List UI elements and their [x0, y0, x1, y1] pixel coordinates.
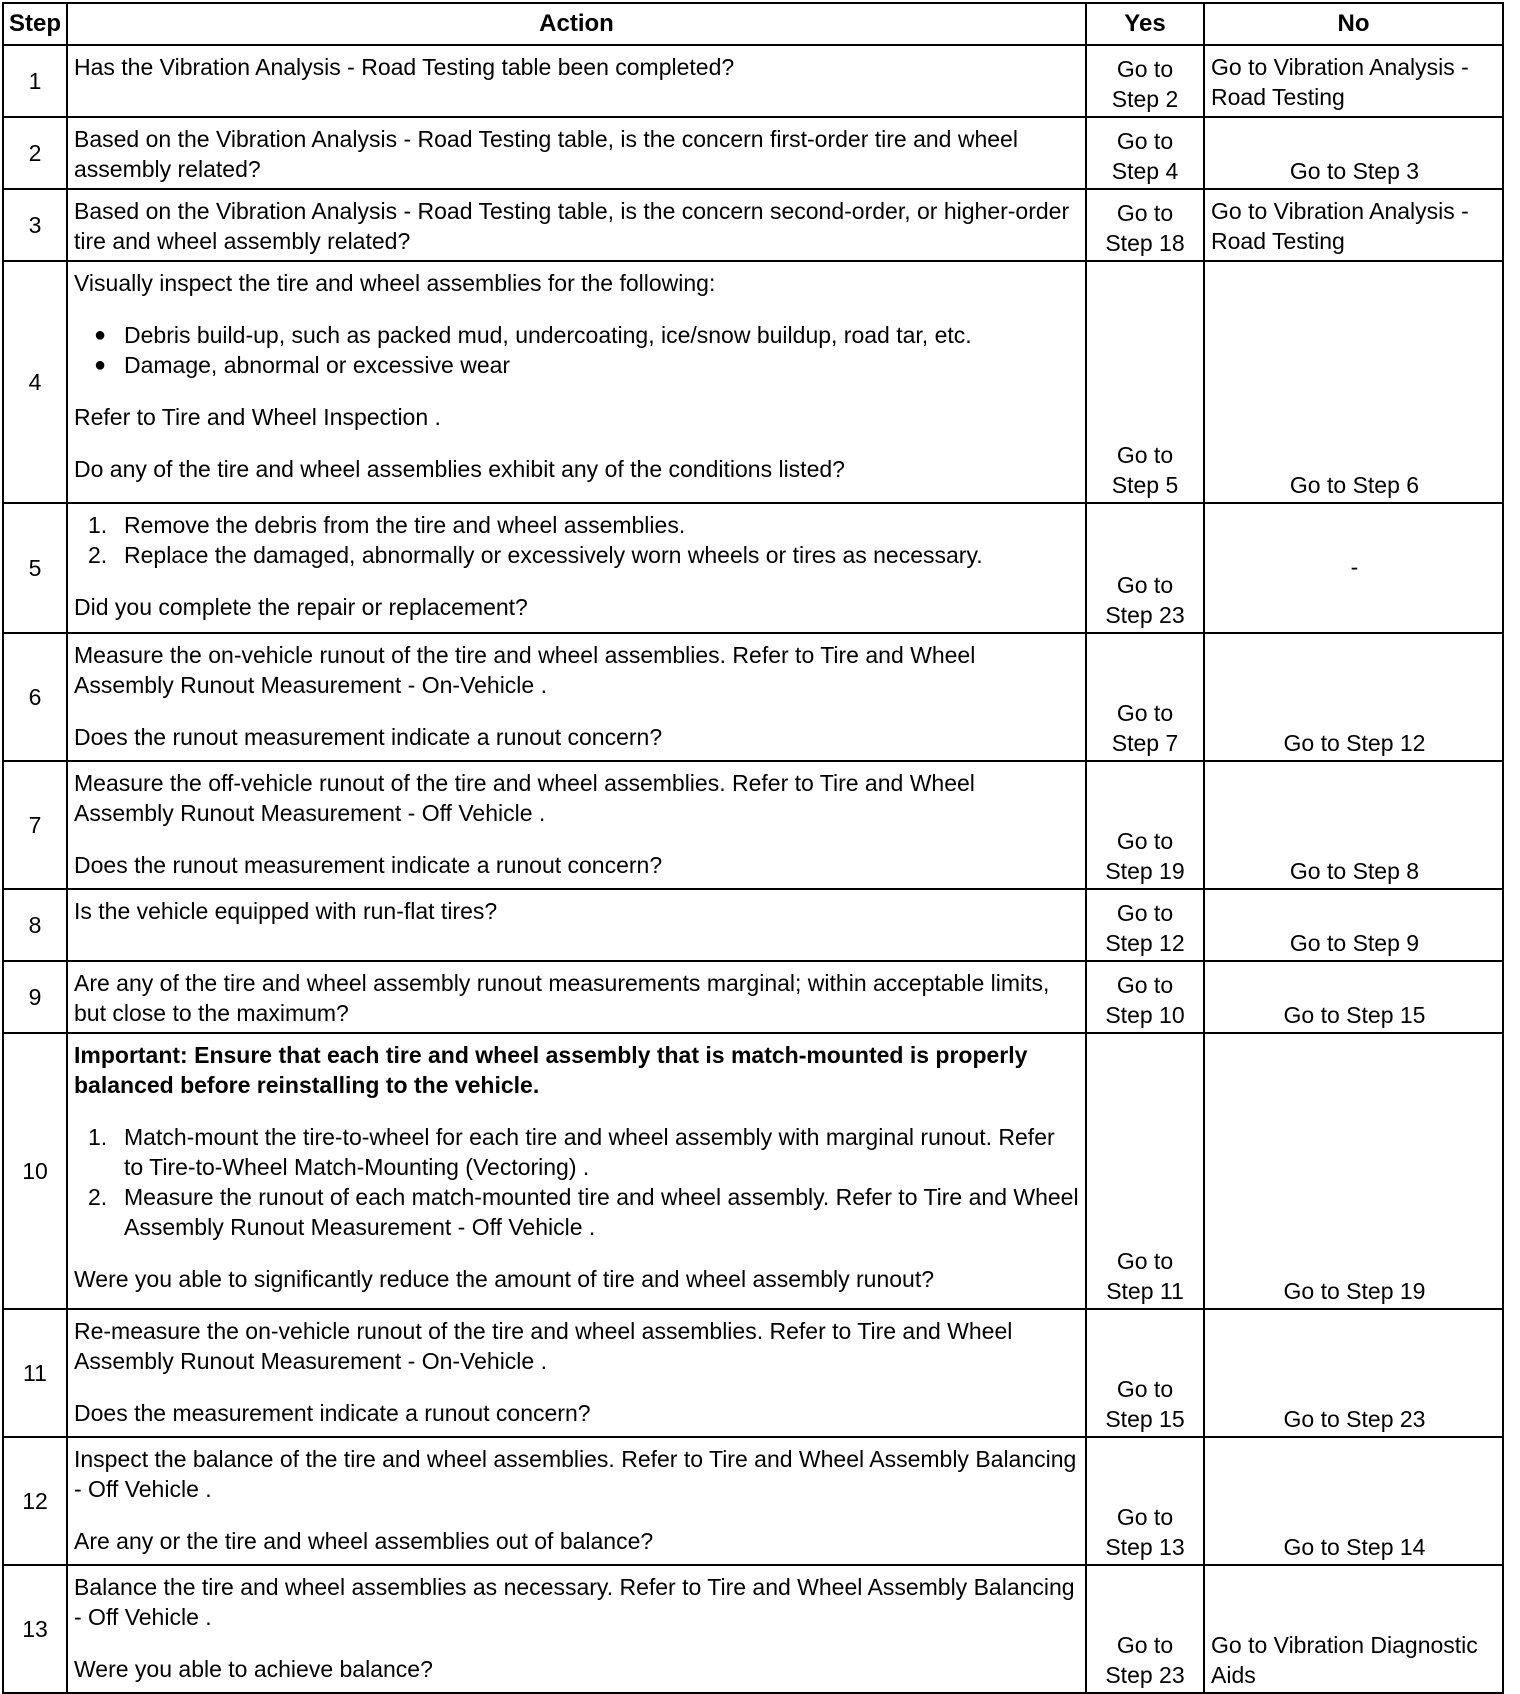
step-number: 11: [3, 1309, 67, 1437]
no-link[interactable]: Go to Vibration Diagnostic Aids: [1204, 1565, 1503, 1693]
yes-link[interactable]: Go to Step 12: [1086, 889, 1204, 961]
step-number: 9: [3, 961, 67, 1033]
table-row: [3, 1309, 1503, 1437]
action-cell: [67, 633, 1086, 761]
table-row: [3, 189, 1503, 261]
step-number: 7: [3, 761, 67, 889]
table-row: [3, 761, 1503, 889]
action-intro: Measure the off-vehicle runout of the tire and wheel assemblies. Refer to Tire and Wheel Assembly Runout Measurement - Off Vehicle .: [74, 770, 975, 826]
no-link[interactable]: Go to Vibration Analysis - Road Testing: [1204, 189, 1503, 261]
action-cell: [67, 761, 1086, 889]
action-text: Based on the Vibration Analysis - Road Testing table, is the concern first-order tire and wheel assembly related?: [67, 117, 1086, 189]
step-number: 13: [3, 1565, 67, 1693]
yes-link[interactable]: Go to Step 11: [1086, 1033, 1204, 1309]
step-number: 5: [3, 503, 67, 633]
table-row: [3, 889, 1503, 961]
table-row: [3, 45, 1503, 117]
step-number: 12: [3, 1437, 67, 1565]
important-note: Important: Ensure that each tire and wheel assembly that is match-mounted is properly balanced before reinstalling to the vehicle.: [74, 1042, 1028, 1098]
yes-link[interactable]: Go to Step 2: [1086, 45, 1204, 117]
no-link[interactable]: Go to Vibration Analysis - Road Testing: [1204, 45, 1503, 117]
step-number: 3: [3, 189, 67, 261]
table-row: [3, 1033, 1503, 1309]
header-row: [3, 3, 1503, 45]
action-cell: [67, 1565, 1086, 1693]
action-cell: [67, 1437, 1086, 1565]
action-question: Does the runout measurement indicate a runout concern?: [74, 724, 663, 750]
action-cell: [67, 261, 1086, 503]
no-link[interactable]: Go to Step 23: [1204, 1309, 1503, 1437]
header-step: Step: [3, 3, 67, 45]
action-question: Were you able to significantly reduce the amount of tire and wheel assembly runout?: [74, 1266, 935, 1292]
header-yes: Yes: [1086, 3, 1204, 45]
yes-link[interactable]: Go to Step 7: [1086, 633, 1204, 761]
step-number: 4: [3, 261, 67, 503]
action-intro: Measure the on-vehicle runout of the tire and wheel assemblies. Refer to Tire and Wheel Assembly Runout Measurement - On-Vehicle .: [74, 642, 976, 698]
yes-link[interactable]: Go to Step 4: [1086, 117, 1204, 189]
action-intro: Balance the tire and wheel assemblies as necessary. Refer to Tire and Wheel Assembly Balancing - Off Vehicle .: [74, 1574, 1075, 1630]
list-item: 1. Remove the debris from the tire and wheel assemblies.: [88, 512, 686, 538]
list-item: ● Debris build-up, such as packed mud, undercoating, ice/snow buildup, road tar, etc.: [94, 320, 1079, 350]
yes-link[interactable]: Go to Step 10: [1086, 961, 1204, 1033]
yes-link[interactable]: Go to Step 23: [1086, 1565, 1204, 1693]
no-value: -: [1204, 503, 1503, 633]
table-row: [3, 1565, 1503, 1693]
no-link[interactable]: Go to Step 8: [1204, 761, 1503, 889]
yes-link[interactable]: Go to Step 19: [1086, 761, 1204, 889]
action-question: Did you complete the repair or replacement?: [74, 594, 528, 620]
action-question: Do any of the tire and wheel assemblies exhibit any of the conditions listed?: [74, 456, 845, 482]
header-action: Action: [67, 3, 1086, 45]
no-link[interactable]: Go to Step 3: [1204, 117, 1503, 189]
no-link[interactable]: Go to Step 6: [1204, 261, 1503, 503]
action-intro: Inspect the balance of the tire and wheel assemblies. Refer to Tire and Wheel Assembly Balancing - Off Vehicle .: [74, 1446, 1077, 1502]
table-row: [3, 633, 1503, 761]
action-text: Based on the Vibration Analysis - Road Testing table, is the concern second-order, or higher-order tire and wheel assembly related?: [67, 189, 1086, 261]
action-question: Are any or the tire and wheel assemblies out of balance?: [74, 1528, 654, 1554]
action-text: Has the Vibration Analysis - Road Testing table been completed?: [67, 45, 1086, 117]
yes-link[interactable]: Go to Step 15: [1086, 1309, 1204, 1437]
yes-link[interactable]: Go to Step 18: [1086, 189, 1204, 261]
action-intro: Re-measure the on-vehicle runout of the tire and wheel assemblies. Refer to Tire and Wheel Assembly Runout Measurement - On-Vehicle .: [74, 1318, 1013, 1374]
action-text: Is the vehicle equipped with run-flat tires?: [67, 889, 1086, 961]
reference-link[interactable]: Refer to Tire and Wheel Inspection .: [74, 404, 441, 430]
no-link[interactable]: Go to Step 19: [1204, 1033, 1503, 1309]
table-row: [3, 503, 1503, 633]
table-row: [3, 1437, 1503, 1565]
list-item: ● Damage, abnormal or excessive wear: [94, 350, 1079, 380]
list-item: 2. Replace the damaged, abnormally or excessively worn wheels or tires as necessary.: [88, 542, 983, 568]
action-question: Does the runout measurement indicate a runout concern?: [74, 852, 663, 878]
action-cell: [67, 503, 1086, 633]
list-item: 1. Match-mount the tire-to-wheel for each tire and wheel assembly with marginal runout. Refer to Tire-to-Wheel Match-Mounting (Vectoring) .: [88, 1124, 1055, 1180]
condition-list: [74, 320, 1079, 380]
no-link[interactable]: Go to Step 12: [1204, 633, 1503, 761]
step-number: 8: [3, 889, 67, 961]
action-text: Are any of the tire and wheel assembly runout measurements marginal; within acceptable limits, but close to the maximum?: [67, 961, 1086, 1033]
action-question: Does the measurement indicate a runout concern?: [74, 1400, 591, 1426]
step-number: 10: [3, 1033, 67, 1309]
diagnostic-table: [2, 2, 1504, 1694]
yes-link[interactable]: Go to Step 5: [1086, 261, 1204, 503]
action-intro: Visually inspect the tire and wheel assemblies for the following:: [74, 270, 716, 296]
action-question: Were you able to achieve balance?: [74, 1656, 433, 1682]
table-row: [3, 961, 1503, 1033]
yes-link[interactable]: Go to Step 13: [1086, 1437, 1204, 1565]
procedure-list: [74, 1122, 1079, 1242]
no-link[interactable]: Go to Step 15: [1204, 961, 1503, 1033]
procedure-list: [74, 510, 1079, 570]
step-number: 6: [3, 633, 67, 761]
yes-link[interactable]: Go to Step 23: [1086, 503, 1204, 633]
no-link[interactable]: Go to Step 9: [1204, 889, 1503, 961]
action-cell: [67, 1309, 1086, 1437]
step-number: 2: [3, 117, 67, 189]
step-number: 1: [3, 45, 67, 117]
table-row: [3, 117, 1503, 189]
header-no: No: [1204, 3, 1503, 45]
action-cell: [67, 1033, 1086, 1309]
table-row: [3, 261, 1503, 503]
list-item: 2. Measure the runout of each match-mounted tire and wheel assembly. Refer to Tire and Wheel Assembly Runout Measurement - Off Vehicle .: [88, 1184, 1079, 1240]
no-link[interactable]: Go to Step 14: [1204, 1437, 1503, 1565]
